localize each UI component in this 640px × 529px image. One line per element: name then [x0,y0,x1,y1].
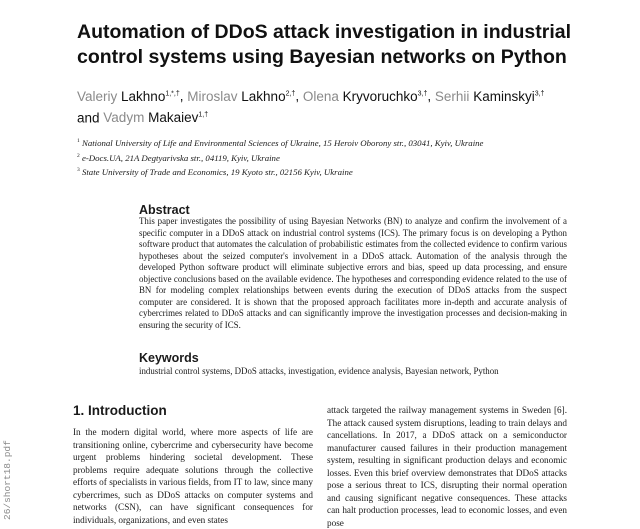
body-column-right: attack targeted the railway management systems in Sweden [6]. The attack caused system disruptions, leading to train delays and cancellations. In 2017, a DDoS attack on a semiconductor manufacturer caused failures in their production management system, resulting in significant production delays and economic losses. Even this brief overview demonstrates that DDoS attacks pose a serious threat to ICS, disrupting their normal operation and causing significant negative consequences. These attacks can halt production processes, lead to economic losses, and even pose [327,405,567,528]
affiliation: $^1$ National University of Life and Environmental Sciences of Ukraine, 15 Heroiv Oborony str., 03041, Kyiv, Ukraine [77,137,484,148]
abstract-heading: Abstract [139,203,190,217]
author: Serhii Kaminskyi$^{3,\dagger}$ [434,88,545,104]
keywords-text: industrial control systems, DDoS attacks, investigation, evidence analysis, Bayesian network, Python [139,366,499,376]
author: Vadym Makaiev$^{1,\dagger}$ [103,110,209,125]
section-heading: 1. Introduction [73,403,167,418]
author: Valeriy Lakhno$^{1,*,\dagger}$ [77,88,180,104]
side-stamp: 26/short18.pdf [2,440,13,520]
keywords-heading: Keywords [139,351,199,365]
affiliations [77,135,597,179]
author: Olena Kryvoruchko$^{3,\dagger}$ [302,88,428,104]
affiliation: $^2$ e-Docs.UA, 21A Degtyarivska str., 04119, Kyiv, Ukraine [77,152,280,163]
author: Miroslav Lakhno$^{2,\dagger}$ [187,88,296,104]
title-line-1: Automation of DDoS attack investigation in industrial [77,21,572,43]
title-line-2: control systems using Bayesian networks on Python [77,46,567,68]
affiliation: $^3$ State University of Trade and Economics, 19 Kyoto str., 02156 Kyiv, Ukraine [77,166,353,177]
author-list: Valeriy Lakhno$^{1,*,\dagger}$, Miroslav Lakhno$^{2,\dagger}$, Olena Kryvoruchko$^{3,\dagger}$, Serhii Kaminskyi$^{3,\dagger}$ and Vadym Makaiev$^{1,\dagger}$ [77,88,545,125]
body-column-left: In the modern digital world, where more aspects of life are transitioning online, cybercrime and cybersecurity have become urgent problems hindering societal development. These problems require adequate solutions through the collective efforts of specialists in various fields, from IT to law, since many cybercrimes, such as DDoS attacks on computer systems and networks (CSN), can have significant consequences for individuals, organizations, and even states [73,427,313,525]
paper-title [77,20,597,70]
author-and: and [77,110,100,125]
abstract-text: This paper investigates the possibility of using Bayesian Networks (BN) to analyze and confirm the involvement of a specific computer in a DDoS attack on industrial control systems (ICS). The primary focus is on developing a Python software product that automates the calculation of probabilistic estimates from the collected evidence to confirm various hypotheses about the seized computer's involvement in a DDoS attack. Automation of the analysis through the developed Python software product will eliminate subjective errors and bias, speed up data processing, and ensure objective conclusions based on the available evidence. The hypotheses and corresponding evidence related to the use of BN for modeling complex relationships between events during the execution of DDoS attacks from the suspect computer are considered. It is shown that the proposed approach facilitates more in-depth and accurate analysis of cybercrimes related to DDoS attacks and can significantly improve the investigation processes and decision-making in ensuring the security of ICS. [139,216,567,330]
